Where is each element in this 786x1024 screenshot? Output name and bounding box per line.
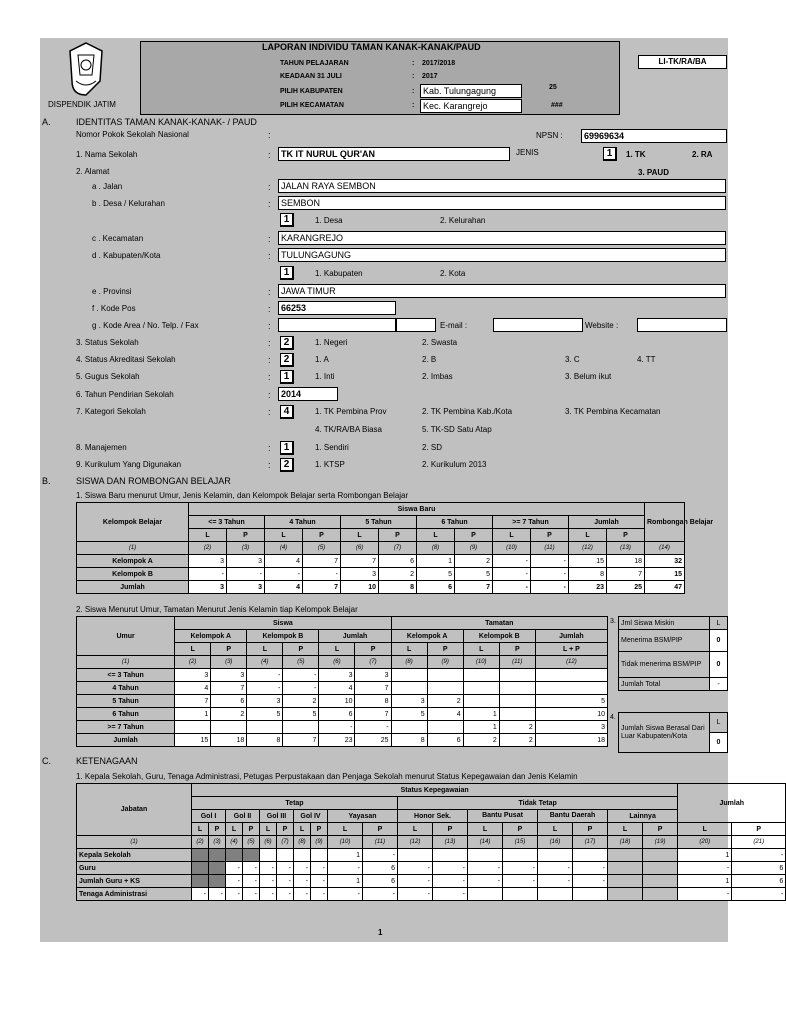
accr-opt-2: 2. B: [422, 355, 437, 364]
regency-field[interactable]: TULUNGAGUNG: [278, 248, 726, 262]
table-outside-students: Jumlah Siswa Berasal Dari Luar Kabupaten/Kota L 0: [618, 712, 728, 753]
label-type: JENIS: [516, 148, 539, 157]
label-school-name: 1. Nama Sekolah: [76, 150, 138, 159]
regency-type-field[interactable]: 1: [280, 266, 294, 280]
report-title: LAPORAN INDIVIDU TAMAN KANAK-KANAK/PAUD: [262, 42, 481, 52]
tb2-row: 6 Tahun 1 2 5 5 6 7 5 4 1 10: [77, 708, 608, 721]
label-regency: PILIH KABUPATEN: [280, 88, 343, 95]
category-field[interactable]: 4: [280, 405, 294, 419]
cat-opt-4: 4. TK/RA/BA Biasa: [315, 425, 382, 434]
agency-name: DISPENDIK JATIM: [48, 100, 116, 109]
label-village: b . Desa / Kelurahan: [92, 199, 165, 208]
status-field[interactable]: 2: [280, 336, 294, 350]
district-field[interactable]: KARANGREJO: [278, 231, 726, 245]
form-code: LI-TK/RA/BA: [638, 55, 727, 69]
cat-opt-1: 1. TK Pembina Prov: [315, 407, 387, 416]
tb2-row: Jumlah 15 18 8 7 23 25 8 6 2 2 18: [77, 734, 608, 747]
label-as-of: KEADAAN 31 JULI: [280, 73, 342, 80]
label-street: a . Jalan: [92, 182, 123, 191]
tb1-h-group: Kelompok Belajar: [77, 503, 189, 542]
tb3-row: Jumlah Guru + KS - - - - - - 1 6 - - - - - - 1 6: [77, 875, 786, 888]
accr-opt-4: 4. TT: [637, 355, 656, 364]
accr-opt-3: 3. C: [565, 355, 580, 364]
cat-opt-2: 2. TK Pembina Kab./Kota: [422, 407, 513, 416]
status-opt-2: 2. Swasta: [422, 338, 458, 347]
label-status: 3. Status Sekolah: [76, 338, 139, 347]
tb2-row: >= 7 Tahun - - 1 2 3: [77, 721, 608, 734]
tb3-row: Guru - - - - - - - 6 - - - - - - - 6: [77, 862, 786, 875]
label-address: 2. Alamat: [76, 167, 110, 176]
province-field[interactable]: JAWA TIMUR: [278, 284, 726, 298]
label-management: 8. Manajemen: [76, 443, 127, 452]
street-field[interactable]: JALAN RAYA SEMBON: [278, 179, 726, 193]
type-opt-3: 3. PAUD: [638, 168, 669, 177]
village-field[interactable]: SEMBON: [278, 196, 726, 210]
email-field[interactable]: [493, 318, 583, 332]
tb3-row: Tenaga Administrasi - - - - - - - - - - - - - -: [77, 888, 786, 901]
man-opt-2: 2. SD: [422, 443, 443, 452]
label-accreditation: 4. Status Akreditasi Sekolah: [76, 355, 176, 364]
status-opt-1: 1. Negeri: [315, 338, 348, 347]
npsn-label: NPSN :: [536, 131, 563, 140]
type-opt-1: 1. TK: [626, 150, 646, 159]
regency-opt-2: 2. Kota: [440, 269, 466, 278]
regency-code: 25: [549, 84, 557, 91]
section-b-title: SISWA DAN ROMBONGAN BELAJAR: [76, 476, 231, 486]
type-code-field[interactable]: 1: [603, 147, 617, 161]
side-3-num: 3.: [610, 618, 616, 625]
type-opt-2: 2. RA: [692, 150, 713, 159]
year-founded-field[interactable]: 2014: [278, 387, 338, 401]
cat-opt-5: 5. TK-SD Satu Atap: [422, 425, 492, 434]
cluster-opt-1: 1. Inti: [315, 372, 335, 381]
npsn-label-long: Nomor Pokok Sekolah Nasional: [76, 130, 189, 139]
label-website: Website :: [585, 321, 619, 330]
label-phone: g . Kode Area / No. Telp. / Fax: [92, 321, 199, 330]
section-a-letter: A.: [42, 117, 51, 127]
postal-field[interactable]: 66253: [278, 301, 396, 315]
area-code-field[interactable]: [278, 318, 396, 332]
section-c1-title: 1. Kepala Sekolah, Guru, Tenaga Administrasi, Petugas Perpustakaan dan Penjaga Sekolah menurut Status Kepegawaian dan Jenis Kelamin: [76, 772, 578, 781]
value-school-year: 2017/2018: [422, 60, 456, 67]
tb2-row: 4 Tahun 4 7 - - 4 7: [77, 682, 608, 695]
tb1-h-rombel: Rombongan Belajar: [645, 503, 685, 542]
table-staff: Jabatan Status Kepegawaian Jumlah Tetap Tidak Tetap Gol I Gol II Gol III Gol IV Yayasan Honor Sek. Bantu Pusat Bantu Daerah Lainnya L P L P L P L P L P L P L P L P L P L P (1) (2) (3) (4) (5) (6) (7) (8) (9) (10) (11) (12) (13) (14) (15) (16) (17) (18) (19) (20) (21) Kepala Sekolah 1 - 1 - Guru - - - - - - - 6 - - - - - - - 6 Jumlah Guru + KS - - - - - - 1 6 - - - - - - 1 6 Tenaga Administrasi - - - - - - - - - - - - - -: [76, 783, 786, 901]
section-a-title: IDENTITAS TAMAN KANAK-KANAK- / PAUD: [76, 117, 257, 127]
table-new-students: Kelompok Belajar Siswa Baru Rombongan Belajar <= 3 Tahun 4 Tahun 5 Tahun 6 Tahun >= 7 Tahun Jumlah L P L P L P L P L P L P (1) (2) (3) (4) (5) (6) (7) (8) (9) (10) (11) (12) (13) (14) Kelompok A 3 3 4 7 7 6 1 2 - - 15 18 32 Kelompok B - - - - 3 2 5 5 - - 8 7 15 Jumlah 3 3 4 7 10 8 6 7 - - 23 25 47: [76, 502, 685, 594]
label-regency-a: d . Kabupaten/Kota: [92, 251, 161, 260]
header-block: [140, 41, 620, 115]
tb3-row: Kepala Sekolah 1 - 1 -: [77, 849, 786, 862]
cluster-opt-2: 2. Imbas: [422, 372, 453, 381]
label-category: 7. Kategori Sekolah: [76, 407, 146, 416]
district-code: ###: [551, 102, 563, 109]
label-school-year: TAHUN PELAJARAN: [280, 60, 349, 67]
label-postal: f . Kode Pos: [92, 304, 136, 313]
accreditation-field[interactable]: 2: [280, 353, 294, 367]
select-district[interactable]: Kec. Karangrejo: [420, 99, 522, 113]
tb1-row: Kelompok B - - - - 3 2 5 5 - - 8 7 15: [77, 568, 685, 581]
side-4-num: 4.: [610, 714, 616, 721]
section-c-letter: C.: [42, 756, 51, 766]
section-b-letter: B.: [42, 476, 51, 486]
value-as-of: 2017: [422, 73, 438, 80]
form-sheet: DISPENDIK JATIM LAPORAN INDIVIDU TAMAN KANAK-KANAK/PAUD TAHUN PELAJARAN : 2017/2018 KEADAAN 31 JULI : 2017 PILIH KABUPATEN : Kab. Tulungagung 25 PILIH KECAMATAN : Kec. Karangrejo ### LI-TK/RA/BA A. IDENTITAS TAMAN KANAK-KANAK- / PAUD Nomor Pokok Sekolah Nasional : NPSN : 69969634 1. Nama Sekolah : TK IT NURUL QUR'AN JENIS 1 1. TK 2. RA 3. PAUD 2. Alamat a . Jalan : JALAN RAYA SEMBON b . Desa / Kelurahan : SEMBON 1 1. Desa 2. Kelurahan c . Kecamatan : KARANGREJO d . Kabupaten/Kota : TULUNGAGUNG 1 1. Kabupaten 2. Kota e . Provinsi : JAWA TIMUR f . Kode Pos : 66253 g . Kode Area / No. Telp. / Fax : E-mail : Website : 3. Status Sekolah : 2 1. Negeri 2. Swasta 4. Status Akreditasi Sekolah : 2 1. A 2. B 3. C 4. TT 5. Gugus Sekolah : 1 1. Inti 2. Imbas 3. Belum ikut 6. Tahun Pendirian Sekolah : 2014 7. Kategori Sekolah : 4 1. TK Pembina Prov 2. TK Pembina Kab./Kota 3. TK Pembina Kecamatan 4. TK/RA/BA Biasa 5. TK-SD Satu Atap 8. Manajemen : 1 1. Sendiri 2. SD 9. Kurikulum Yang Digunakan : 2 1. KTSP 2. Kurikulum 2013 B. SISWA DAN ROMBONGAN BELAJAR 1. Siswa Baru menurut Umur, Jenis Kelamin, dan Kelompok Belajar serta Rombongan Belajar Kelompok Belajar Siswa Baru Rombongan Belajar <= 3 Tahun 4 Tahun 5 Tahun 6 Tahun >= 7 Tahun Jumlah L P L P L P L P L P L P (1) (2) (3) (4) (5) (6) (7) (8) (9) (10) (11) (12) (13) (14) Kelompok A 3 3 4 7 7 6 1 2 - - 15 18 32 Kelompok B - - - - 3 2 5 5 - - 8 7 15 Jumlah 3 3 4 7 10 8 6 7 - - 23 25 47 2. Siswa Menurut Umur, Tamatan Menurut Jenis Kelamin tiap Kelompok Belajar Umur Siswa Tamatan Kelompok A Kelompok B Jumlah Kelompok A Kelompok B Jumlah L P L P L P L P L P L + P (1) (2) (3) (4) (5) (6) (7) (8) (9) (10) (11) (12) <= 3 Tahun 3 3 - - 3 3 4 Tahun 4 7 - - 4 7 5 Tahun 7 6 3 2 10 8 3 2 5 6 Tahun 1 2 5 5 6 7 5 4 1 10 >= 7 Tahun - - 1 2 3 Jumlah 15 18 8 7 23 25 8 6 2 2 18 3. Jml Siswa Miskin L Menerima BSM/PIP 0 Tidak menerima BSM/PIP 0 Jumlah Total - 4. Jumlah Siswa Berasal Dari Luar Kabupaten/Kota L 0 C. KETENAGAAN 1. Kepala Sekolah, Guru, Tenaga Administrasi, Petugas Perpustakaan dan Penjaga Sekolah menurut Status Kepegawaian dan Jenis Kelamin Jabatan Status Kepegawaian Jumlah Tetap Tidak Tetap Gol I Gol II Gol III Gol IV Yayasan Honor Sek. Bantu Pusat Bantu Daerah Lainnya L P L P L P L P L P L P L P L P L P L P (1) (2) (3) (4) (5) (6) (7) (8) (9) (10) (11) (12) (13) (14) (15) (16) (17) (18) (19) (20) (21) Kepala Sekolah 1 - 1 - Guru - - - - - - - 6 - - - - - - - 6 Jumlah Guru + KS - - - - - - 1 6 - - - - - - 1 6 Tenaga Administrasi - - - - - - - - - - - - - - 1: [40, 38, 728, 942]
cat-opt-3: 3. TK Pembina Kecamatan: [565, 407, 661, 416]
tb2-h-age: Umur: [77, 617, 175, 656]
section-c-title: KETENAGAAN: [76, 756, 138, 766]
label-district: PILIH KECAMATAN: [280, 102, 344, 109]
tb1-row: Kelompok A 3 3 4 7 7 6 1 2 - - 15 18 32: [77, 555, 685, 568]
village-opt-2: 2. Kelurahan: [440, 216, 486, 225]
table-poor-students: Jml Siswa Miskin L Menerima BSM/PIP 0 Tidak menerima BSM/PIP 0 Jumlah Total -: [618, 616, 728, 691]
select-regency[interactable]: Kab. Tulungagung: [420, 84, 522, 98]
tb1-h-top: Siswa Baru: [189, 503, 645, 516]
npsn-field[interactable]: 69969634: [581, 129, 727, 143]
cluster-opt-3: 3. Belum ikut: [565, 372, 612, 381]
label-province: e . Provinsi: [92, 287, 132, 296]
section-b1-title: 1. Siswa Baru menurut Umur, Jenis Kelamin, dan Kelompok Belajar serta Rombongan Belajar: [76, 491, 409, 500]
tb2-row: 5 Tahun 7 6 3 2 10 8 3 2 5: [77, 695, 608, 708]
label-curriculum: 9. Kurikulum Yang Digunakan: [76, 460, 182, 469]
tb1-row: Jumlah 3 3 4 7 10 8 6 7 - - 23 25 47: [77, 581, 685, 594]
kur-opt-2: 2. Kurikulum 2013: [422, 460, 487, 469]
table-students-origin: Umur Siswa Tamatan Kelompok A Kelompok B Jumlah Kelompok A Kelompok B Jumlah L P L P L P L P L P L + P (1) (2) (3) (4) (5) (6) (7) (8) (9) (10) (11) (12) <= 3 Tahun 3 3 - - 3 3 4 Tahun 4 7 - - 4 7 5 Tahun 7 6 3 2 10 8 3 2 5 6 Tahun 1 2 5 5 6 7 5 4 1 10 >= 7 Tahun - - 1 2 3 Jumlah 15 18 8 7 23 25 8 6 2 2 18: [76, 616, 608, 747]
website-field[interactable]: [637, 318, 727, 332]
school-name-field[interactable]: TK IT NURUL QUR'AN: [278, 147, 510, 161]
label-year-founded: 6. Tahun Pendirian Sekolah: [76, 390, 174, 399]
management-field[interactable]: 1: [280, 441, 294, 455]
kur-opt-1: 1. KTSP: [315, 460, 345, 469]
village-opt-1: 1. Desa: [315, 216, 343, 225]
east-java-emblem-icon: [66, 41, 106, 97]
village-type-field[interactable]: 1: [280, 213, 294, 227]
label-email: E-mail :: [440, 321, 468, 330]
cluster-field[interactable]: 1: [280, 370, 294, 384]
section-b2-title: 2. Siswa Menurut Umur, Tamatan Menurut Jenis Kelamin tiap Kelompok Belajar: [76, 605, 358, 614]
man-opt-1: 1. Sendiri: [315, 443, 349, 452]
curriculum-field[interactable]: 2: [280, 458, 294, 472]
regency-opt-1: 1. Kabupaten: [315, 269, 363, 278]
label-cluster: 5. Gugus Sekolah: [76, 372, 140, 381]
phone-field[interactable]: [396, 318, 436, 332]
label-district-a: c . Kecamatan: [92, 234, 144, 243]
accr-opt-1: 1. A: [315, 355, 329, 364]
page-number: 1: [378, 928, 383, 937]
tb2-row: <= 3 Tahun 3 3 - - 3 3: [77, 669, 608, 682]
